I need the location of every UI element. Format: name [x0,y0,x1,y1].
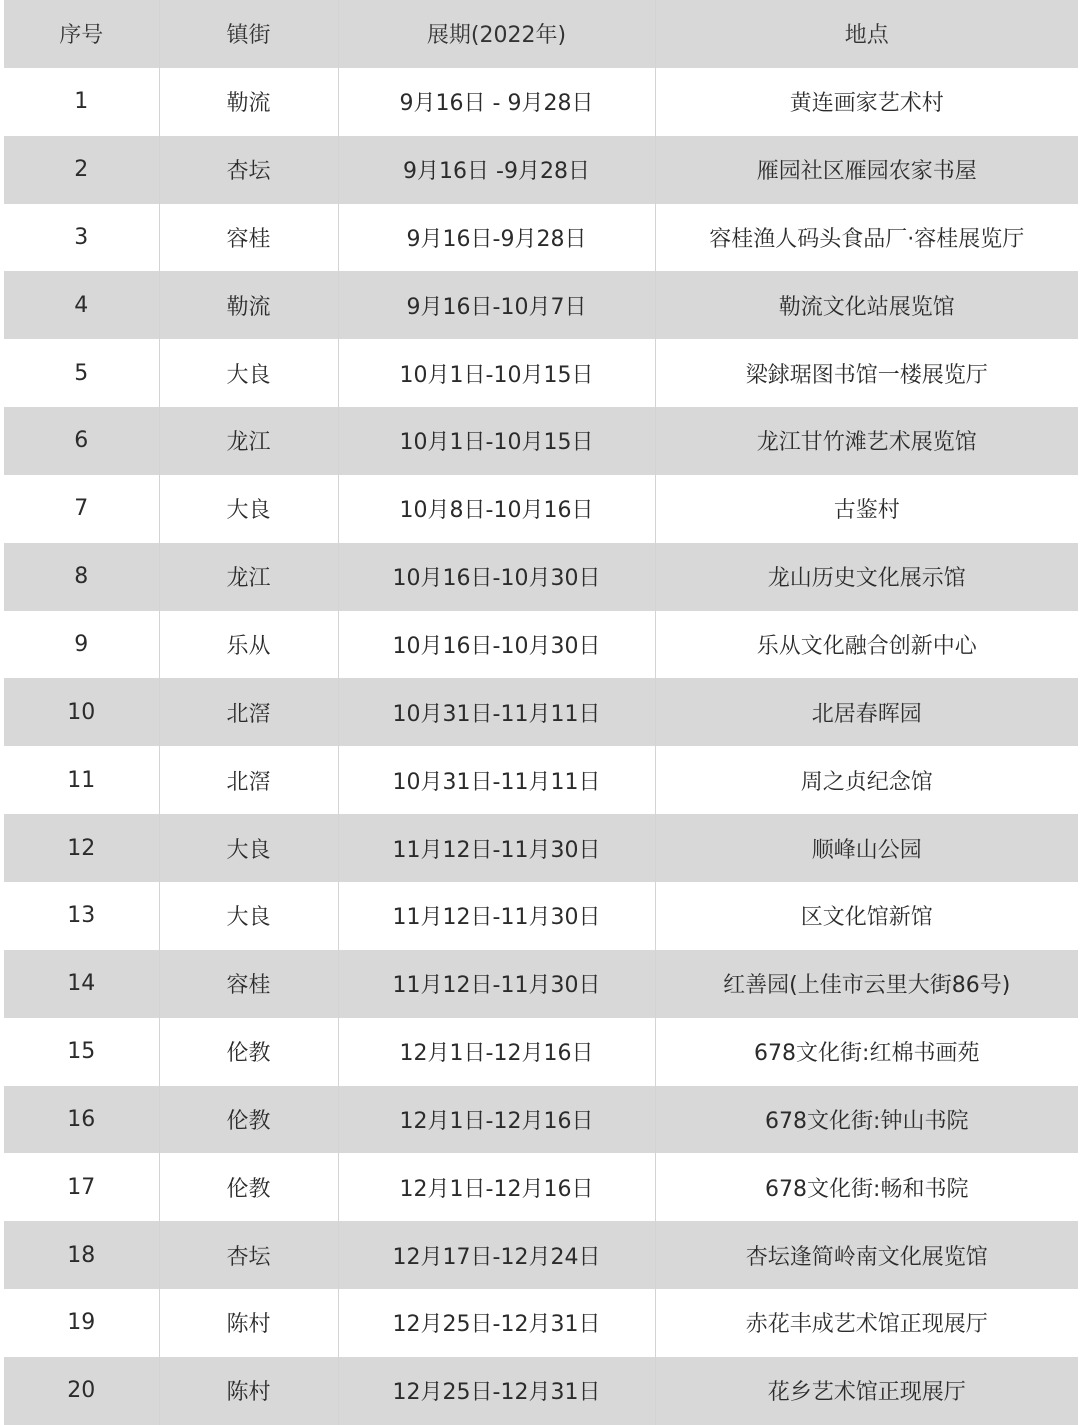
cell-location: 黄连画家艺术村 [655,68,1078,136]
cell-index: 12 [4,814,159,882]
table-header [4,0,1078,68]
cell-town: 陈村 [159,1357,338,1425]
cell-period: 9月16日-9月28日 [338,204,655,272]
table-row [4,1153,1078,1221]
table-row [4,882,1078,950]
cell-period: 10月16日-10月30日 [338,543,655,611]
cell-location: 北居春晖园 [655,678,1078,746]
cell-location: 周之贞纪念馆 [655,746,1078,814]
cell-town: 龙江 [159,543,338,611]
cell-index: 16 [4,1086,159,1154]
cell-location: 容桂渔人码头食品厂·容桂展览厅 [655,204,1078,272]
cell-index: 9 [4,611,159,679]
cell-location: 花乡艺术馆正现展厅 [655,1357,1078,1425]
cell-town: 伦教 [159,1153,338,1221]
table-body [4,68,1078,1425]
cell-town: 勒流 [159,68,338,136]
cell-location: 乐从文化融合创新中心 [655,611,1078,679]
cell-index: 3 [4,204,159,272]
cell-town: 伦教 [159,1018,338,1086]
table-row [4,136,1078,204]
cell-town: 杏坛 [159,136,338,204]
header-index: 序号 [4,0,159,68]
cell-period: 10月8日-10月16日 [338,475,655,543]
cell-town: 陈村 [159,1289,338,1357]
cell-period: 10月1日-10月15日 [338,339,655,407]
cell-period: 10月1日-10月15日 [338,407,655,475]
cell-index: 4 [4,271,159,339]
cell-town: 大良 [159,475,338,543]
table-row [4,1018,1078,1086]
header-period: 展期(2022年) [338,0,655,68]
cell-period: 9月16日 -9月28日 [338,136,655,204]
cell-location: 区文化馆新馆 [655,882,1078,950]
cell-town: 伦教 [159,1086,338,1154]
cell-index: 15 [4,1018,159,1086]
cell-period: 10月31日-11月11日 [338,678,655,746]
header-row [4,0,1078,68]
table-row [4,475,1078,543]
exhibition-schedule-table-container [4,0,1078,1425]
table-row [4,204,1078,272]
cell-location: 678文化街:畅和书院 [655,1153,1078,1221]
table-row [4,1221,1078,1289]
cell-town: 大良 [159,814,338,882]
cell-index: 14 [4,950,159,1018]
cell-town: 乐从 [159,611,338,679]
cell-town: 容桂 [159,204,338,272]
cell-location: 678文化街:钟山书院 [655,1086,1078,1154]
cell-period: 10月31日-11月11日 [338,746,655,814]
cell-location: 龙江甘竹滩艺术展览馆 [655,407,1078,475]
cell-index: 5 [4,339,159,407]
cell-period: 10月16日-10月30日 [338,611,655,679]
cell-town: 北滘 [159,746,338,814]
cell-index: 7 [4,475,159,543]
cell-town: 北滘 [159,678,338,746]
table-row [4,814,1078,882]
table-row [4,1357,1078,1425]
table-row [4,543,1078,611]
cell-location: 红善园(上佳市云里大街86号) [655,950,1078,1018]
cell-period: 9月16日-10月7日 [338,271,655,339]
table-row [4,1289,1078,1357]
cell-location: 梁銶琚图书馆一楼展览厅 [655,339,1078,407]
cell-town: 大良 [159,882,338,950]
cell-period: 12月25日-12月31日 [338,1289,655,1357]
cell-index: 11 [4,746,159,814]
cell-location: 杏坛逢简岭南文化展览馆 [655,1221,1078,1289]
cell-period: 9月16日 - 9月28日 [338,68,655,136]
cell-index: 10 [4,678,159,746]
table-row [4,339,1078,407]
cell-town: 杏坛 [159,1221,338,1289]
header-location: 地点 [655,0,1078,68]
cell-index: 19 [4,1289,159,1357]
cell-period: 11月12日-11月30日 [338,814,655,882]
cell-period: 12月1日-12月16日 [338,1153,655,1221]
cell-location: 赤花丰成艺术馆正现展厅 [655,1289,1078,1357]
header-town: 镇街 [159,0,338,68]
cell-index: 2 [4,136,159,204]
cell-location: 古鉴村 [655,475,1078,543]
cell-period: 12月17日-12月24日 [338,1221,655,1289]
cell-town: 勒流 [159,271,338,339]
table-row [4,1086,1078,1154]
cell-location: 龙山历史文化展示馆 [655,543,1078,611]
cell-town: 龙江 [159,407,338,475]
cell-index: 17 [4,1153,159,1221]
cell-period: 12月1日-12月16日 [338,1086,655,1154]
cell-index: 1 [4,68,159,136]
table-row [4,68,1078,136]
cell-town: 大良 [159,339,338,407]
cell-location: 勒流文化站展览馆 [655,271,1078,339]
table-row [4,950,1078,1018]
table-row [4,271,1078,339]
table-row [4,746,1078,814]
cell-index: 13 [4,882,159,950]
cell-location: 顺峰山公园 [655,814,1078,882]
exhibition-schedule-table [4,0,1078,1425]
cell-index: 8 [4,543,159,611]
cell-index: 18 [4,1221,159,1289]
cell-town: 容桂 [159,950,338,1018]
cell-location: 678文化街:红棉书画苑 [655,1018,1078,1086]
cell-period: 11月12日-11月30日 [338,882,655,950]
cell-period: 12月25日-12月31日 [338,1357,655,1425]
cell-index: 20 [4,1357,159,1425]
cell-index: 6 [4,407,159,475]
table-row [4,407,1078,475]
table-row [4,678,1078,746]
table-row [4,611,1078,679]
cell-period: 11月12日-11月30日 [338,950,655,1018]
cell-period: 12月1日-12月16日 [338,1018,655,1086]
cell-location: 雁园社区雁园农家书屋 [655,136,1078,204]
